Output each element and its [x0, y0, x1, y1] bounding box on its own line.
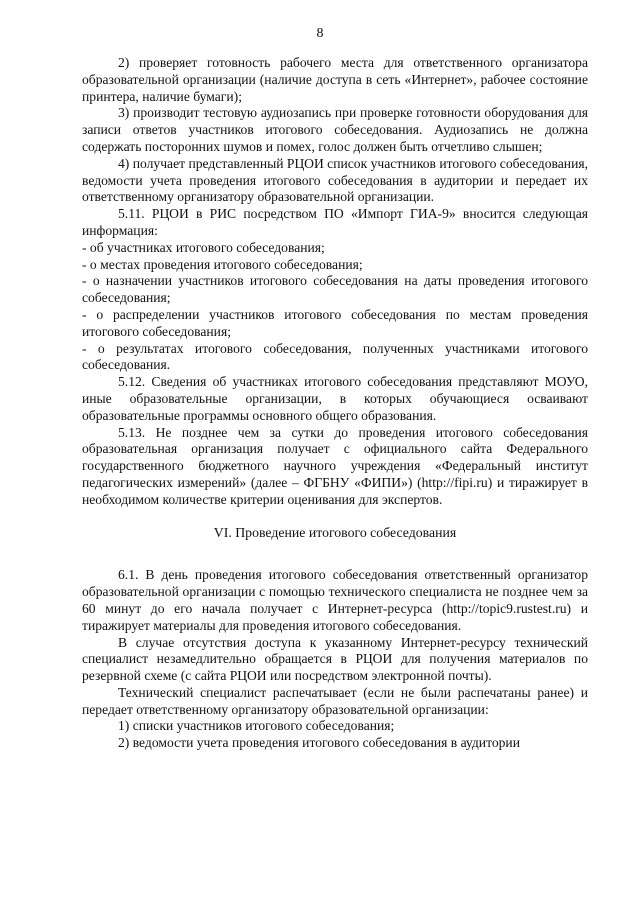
list-item: - об участниках итогового собеседования;: [82, 239, 325, 255]
list-item: - о местах проведения итогового собеседования;: [82, 256, 363, 272]
paragraph-item-4: 4) получает представленный РЦОИ список участников итогового собеседования, ведомости учета проведения итогового собеседования в аудитории и передает их ответственному организатору образовательной организации.: [82, 155, 588, 205]
list-item: 1) списки участников итогового собеседования;: [118, 718, 395, 734]
list-item: - о назначении участников итогового собеседования на даты проведения итогового собеседования;: [82, 273, 588, 306]
paragraph-tech-specialist: Технический специалист распечатывает (если не были распечатаны ранее) и передает ответственному организатору образовательной организации:: [82, 684, 588, 717]
page-number: 8: [316, 26, 324, 41]
paragraph-5-12: 5.12. Сведения об участниках итогового собеседования представляют МОУО, иные образовательные организации, в которых обучающиеся осваивают образовательные программы основного общего образования.: [82, 374, 588, 423]
document-body: [82, 55, 588, 752]
list-item: - о результатах итогового собеседования, полученных участниками итогового собеседования.: [82, 340, 588, 373]
paragraph-5-13: 5.13. Не позднее чем за сутки до проведения итогового собеседования образовательная организация получает с официального сайта Федерального государственного бюджетного научного учреждения «Федеральный институт педагогических измерений» (далее – ФГБНУ «ФИПИ») (http://fipi.ru) и тиражирует в необходимом количестве критерии оценивания для экспертов.: [82, 424, 588, 507]
paragraph-item-2: 2) проверяет готовность рабочего места для ответственного организатора образовательной организации (наличие доступа в сеть «Интернет», рабочее состояние принтера, наличие бумаги);: [82, 55, 588, 104]
section-heading: VI. Проведение итогового собеседования: [213, 524, 457, 540]
paragraph-6-1: 6.1. В день проведения итогового собеседования ответственный организатор образовательной организации с помощью технического специалиста не позднее чем за 60 минут до его начала получает с Интернет-ресурса (http://topic9.rustest.ru) и тиражирует материалы для проведения итогового собеседования.: [82, 567, 588, 633]
list-item: 2) ведомости учета проведения итогового собеседования в аудитории: [118, 735, 520, 751]
paragraph-item-3: 3) производит тестовую аудиозапись при проверке готовности оборудования для записи ответов участников итогового собеседования. Аудиозапись не должна содержать посторонних шумов и помех, голос должен быть отчетливо слышен;: [82, 105, 588, 154]
list-item: - о распределении участников итогового собеседования по местам проведения итогового собеседования;: [82, 306, 588, 339]
paragraph-5-11: 5.11. РЦОИ в РИС посредством ПО «Импорт ГИА-9» вносится следующая информация:: [82, 206, 588, 238]
paragraph-no-access: В случае отсутствия доступа к указанному Интернет-ресурсу технический специалист незамедлительно обращается в РЦОИ для получения материалов по резервной схеме (с сайта РЦОИ или посредством электронной почты).: [82, 634, 588, 684]
